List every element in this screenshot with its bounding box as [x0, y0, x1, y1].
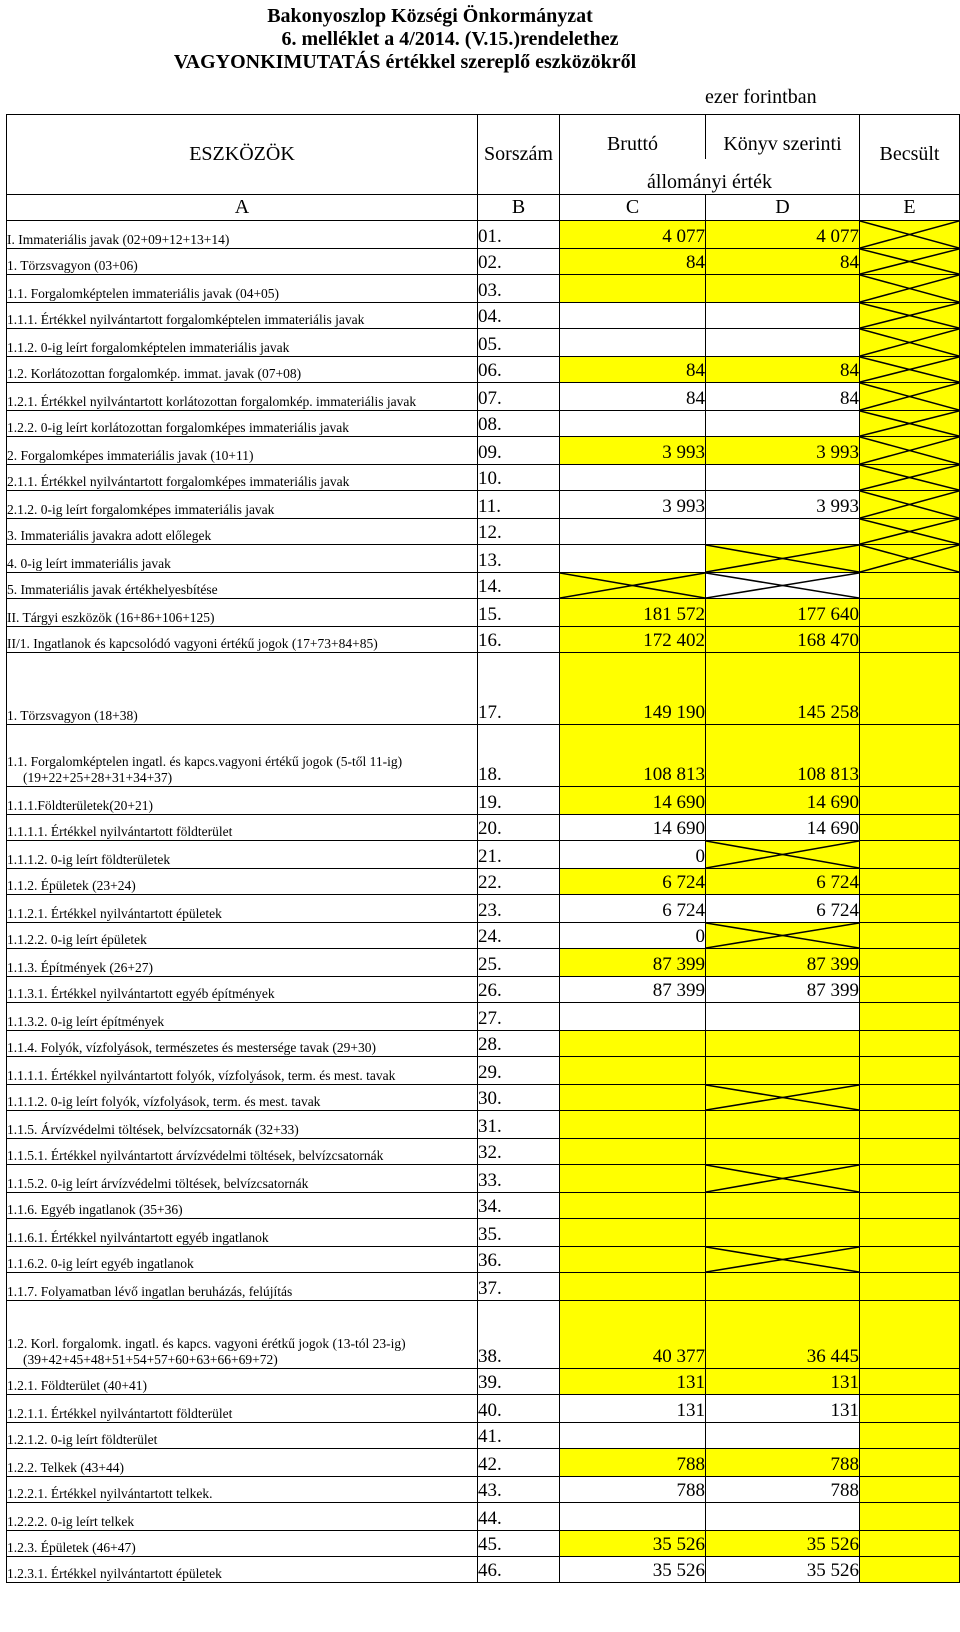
table-row — [7, 1111, 960, 1139]
table-row — [7, 949, 960, 977]
row-name: 1.1.1.1. Értékkel nyilvántartott földterület — [7, 815, 478, 841]
estimated-value-cell — [860, 491, 960, 519]
row-name: 3. Immateriális javakra adott előlegek — [7, 519, 478, 545]
table-row — [7, 303, 960, 329]
estimated-value-cell — [860, 815, 960, 841]
row-number: 20. — [478, 815, 560, 841]
row-name: 1.1.6.2. 0-ig leírt egyéb ingatlanok — [7, 1247, 478, 1273]
book-value-cell: 3 993 — [706, 437, 860, 465]
estimated-value-cell — [860, 1503, 960, 1531]
row-number: 06. — [478, 357, 560, 383]
col-header-allomanyi: állományi érték — [560, 159, 860, 195]
row-number: 24. — [478, 923, 560, 949]
gross-value-cell — [560, 545, 706, 573]
row-name: 1.1.1.1. Értékkel nyilvántartott folyók, vízfolyások, term. és mest. tavak — [7, 1057, 478, 1085]
gross-value-cell — [560, 1085, 706, 1111]
row-name: 1.1.7. Folyamatban lévő ingatlan beruházás, felújítás — [7, 1273, 478, 1301]
estimated-value-cell — [860, 1219, 960, 1247]
table-row — [7, 653, 960, 725]
title-line-3: VAGYONKIMUTATÁS értékkel szereplő eszközökről — [173, 51, 637, 73]
estimated-value-cell — [860, 383, 960, 411]
book-value-cell: 35 526 — [706, 1557, 860, 1583]
table-row — [7, 329, 960, 357]
gross-value-cell: 149 190 — [560, 653, 706, 725]
gross-value-cell: 131 — [560, 1395, 706, 1423]
row-name: 1. Törzsvagyon (18+38) — [7, 653, 478, 725]
book-value-cell — [706, 923, 860, 949]
row-name: 4. 0-ig leírt immateriális javak — [7, 545, 478, 573]
gross-value-cell — [560, 303, 706, 329]
table-row — [7, 357, 960, 383]
row-number: 17. — [478, 653, 560, 725]
row-number: 39. — [478, 1369, 560, 1395]
estimated-value-cell — [860, 1247, 960, 1273]
estimated-value-cell — [860, 519, 960, 545]
row-number: 02. — [478, 249, 560, 275]
table-row — [7, 275, 960, 303]
gross-value-cell: 108 813 — [560, 725, 706, 787]
table-row — [7, 1139, 960, 1165]
estimated-value-cell — [860, 1193, 960, 1219]
row-name: 1.2.2.1. Értékkel nyilvántartott telkek. — [7, 1477, 478, 1503]
table-row — [7, 249, 960, 275]
book-value-cell — [706, 1139, 860, 1165]
row-number: 34. — [478, 1193, 560, 1219]
estimated-value-cell — [860, 1301, 960, 1369]
row-number: 28. — [478, 1031, 560, 1057]
book-value-cell: 6 724 — [706, 869, 860, 895]
row-number: 16. — [478, 627, 560, 653]
row-number: 10. — [478, 465, 560, 491]
estimated-value-cell — [860, 329, 960, 357]
table-row — [7, 519, 960, 545]
row-number: 42. — [478, 1449, 560, 1477]
table-row — [7, 411, 960, 437]
book-value-cell — [706, 329, 860, 357]
estimated-value-cell — [860, 599, 960, 627]
gross-value-cell: 84 — [560, 249, 706, 275]
estimated-value-cell — [860, 1557, 960, 1583]
table-row — [7, 1031, 960, 1057]
book-value-cell — [706, 1003, 860, 1031]
estimated-value-cell — [860, 221, 960, 249]
book-value-cell: 3 993 — [706, 491, 860, 519]
row-number: 44. — [478, 1503, 560, 1531]
table-row — [7, 1369, 960, 1395]
row-number: 14. — [478, 573, 560, 599]
table-row — [7, 599, 960, 627]
table-row — [7, 465, 960, 491]
row-name: 1.2.3. Épületek (46+47) — [7, 1531, 478, 1557]
book-value-cell: 84 — [706, 357, 860, 383]
title-line-1: Bakonyoszlop Községi Önkormányzat — [267, 5, 593, 27]
book-value-cell: 84 — [706, 249, 860, 275]
gross-value-cell — [560, 275, 706, 303]
book-value-cell — [706, 1085, 860, 1111]
gross-value-cell — [560, 1165, 706, 1193]
estimated-value-cell — [860, 573, 960, 599]
title-line-2: 6. melléklet a 4/2014. (V.15.)rendelethez — [281, 28, 619, 50]
book-value-cell — [706, 545, 860, 573]
table-row — [7, 627, 960, 653]
document-title — [0, 5, 960, 74]
book-value-cell: 14 690 — [706, 787, 860, 815]
book-value-cell: 788 — [706, 1449, 860, 1477]
table-row — [7, 437, 960, 465]
book-value-cell: 35 526 — [706, 1531, 860, 1557]
table-row — [7, 1477, 960, 1503]
row-number: 37. — [478, 1273, 560, 1301]
row-name: 1.1.2. 0-ig leírt forgalomképtelen immateriális javak — [7, 329, 478, 357]
row-name-line-2: (39+42+45+48+51+54+57+60+63+66+69+72) — [23, 1352, 278, 1367]
book-value-cell: 108 813 — [706, 725, 860, 787]
row-number: 33. — [478, 1165, 560, 1193]
row-name: 2. Forgalomképes immateriális javak (10+11) — [7, 437, 478, 465]
row-name: I. Immateriális javak (02+09+12+13+14) — [7, 221, 478, 249]
row-name: 1.1.3.2. 0-ig leírt építmények — [7, 1003, 478, 1031]
row-number: 23. — [478, 895, 560, 923]
row-number: 11. — [478, 491, 560, 519]
estimated-value-cell — [860, 465, 960, 491]
row-name: 1.1.3. Építmények (26+27) — [7, 949, 478, 977]
book-value-cell: 6 724 — [706, 895, 860, 923]
estimated-value-cell — [860, 411, 960, 437]
gross-value-cell: 87 399 — [560, 977, 706, 1003]
row-name: 1.1.1.2. 0-ig leírt folyók, vízfolyások, term. és mest. tavak — [7, 1085, 478, 1111]
table-row — [7, 1057, 960, 1085]
book-value-cell: 788 — [706, 1477, 860, 1503]
col-letter-d: D — [706, 195, 860, 221]
table-row — [7, 1449, 960, 1477]
row-number: 46. — [478, 1557, 560, 1583]
book-value-cell — [706, 1219, 860, 1247]
row-name: 1.1.5.2. 0-ig leírt árvízvédelmi töltések, belvízcsatornák — [7, 1165, 478, 1193]
row-number: 35. — [478, 1219, 560, 1247]
estimated-value-cell — [860, 357, 960, 383]
row-number: 29. — [478, 1057, 560, 1085]
estimated-value-cell — [860, 1057, 960, 1085]
book-value-cell: 168 470 — [706, 627, 860, 653]
gross-value-cell: 181 572 — [560, 599, 706, 627]
row-number: 15. — [478, 599, 560, 627]
gross-value-cell: 84 — [560, 357, 706, 383]
table-row — [7, 895, 960, 923]
row-name: 2.1.2. 0-ig leírt forgalomképes immateriális javak — [7, 491, 478, 519]
gross-value-cell: 0 — [560, 923, 706, 949]
col-header-sorszam: Sorszám — [478, 115, 560, 195]
gross-value-cell: 3 993 — [560, 437, 706, 465]
gross-value-cell — [560, 1273, 706, 1301]
row-name: 1.1.1.Földterületek(20+21) — [7, 787, 478, 815]
table-row — [7, 573, 960, 599]
book-value-cell — [706, 1247, 860, 1273]
row-name — [7, 1301, 478, 1369]
row-name: 1.2.3.1. Értékkel nyilvántartott épületek — [7, 1557, 478, 1583]
gross-value-cell: 14 690 — [560, 787, 706, 815]
table-row — [7, 1301, 960, 1369]
gross-value-cell: 35 526 — [560, 1531, 706, 1557]
book-value-cell: 87 399 — [706, 949, 860, 977]
estimated-value-cell — [860, 275, 960, 303]
row-name: 1. Törzsvagyon (03+06) — [7, 249, 478, 275]
row-number: 45. — [478, 1531, 560, 1557]
gross-value-cell: 3 993 — [560, 491, 706, 519]
book-value-cell — [706, 573, 860, 599]
row-name: 1.2.2. Telkek (43+44) — [7, 1449, 478, 1477]
row-name: 1.1.2. Épületek (23+24) — [7, 869, 478, 895]
row-name: 1.2.2. 0-ig leírt korlátozottan forgalomképes immateriális javak — [7, 411, 478, 437]
table-row — [7, 1085, 960, 1111]
row-name: 1.2.1. Értékkel nyilvántartott korlátozottan forgalomkép. immateriális javak — [7, 383, 478, 411]
gross-value-cell: 35 526 — [560, 1557, 706, 1583]
col-letter-e: E — [860, 195, 960, 221]
row-name-line-1: 1.2. Korl. forgalomk. ingatl. és kapcs. vagyoni érétkű jogok (13-tól 23-ig) — [7, 1336, 406, 1351]
row-name: 1.1.6.1. Értékkel nyilvántartott egyéb ingatlanok — [7, 1219, 478, 1247]
asset-table — [6, 114, 960, 1583]
estimated-value-cell — [860, 249, 960, 275]
table-row — [7, 491, 960, 519]
table-row — [7, 1193, 960, 1219]
table-row — [7, 1003, 960, 1031]
gross-value-cell: 788 — [560, 1477, 706, 1503]
estimated-value-cell — [860, 545, 960, 573]
estimated-value-cell — [860, 1531, 960, 1557]
estimated-value-cell — [860, 1139, 960, 1165]
book-value-cell: 84 — [706, 383, 860, 411]
book-value-cell: 36 445 — [706, 1301, 860, 1369]
table-row — [7, 545, 960, 573]
estimated-value-cell — [860, 437, 960, 465]
gross-value-cell — [560, 1031, 706, 1057]
col-header-becsult: Becsült — [860, 115, 960, 195]
book-value-cell — [706, 1165, 860, 1193]
row-number: 38. — [478, 1301, 560, 1369]
column-letters-row — [7, 195, 960, 221]
row-number: 19. — [478, 787, 560, 815]
gross-value-cell — [560, 465, 706, 491]
row-number: 32. — [478, 1139, 560, 1165]
estimated-value-cell — [860, 949, 960, 977]
table-row — [7, 977, 960, 1003]
estimated-value-cell — [860, 1031, 960, 1057]
book-value-cell: 131 — [706, 1369, 860, 1395]
gross-value-cell: 84 — [560, 383, 706, 411]
table-row — [7, 1165, 960, 1193]
row-number: 26. — [478, 977, 560, 1003]
row-name: 1.2.1.2. 0-ig leírt földterület — [7, 1423, 478, 1449]
row-number: 18. — [478, 725, 560, 787]
book-value-cell: 87 399 — [706, 977, 860, 1003]
estimated-value-cell — [860, 923, 960, 949]
row-name: 1.2. Korlátozottan forgalomkép. immat. javak (07+08) — [7, 357, 478, 383]
book-value-cell — [706, 303, 860, 329]
table-row — [7, 1395, 960, 1423]
book-value-cell: 131 — [706, 1395, 860, 1423]
col-letter-c: C — [560, 195, 706, 221]
col-header-eszkozok: ESZKÖZÖK — [7, 115, 478, 195]
book-value-cell: 145 258 — [706, 653, 860, 725]
table-row — [7, 1423, 960, 1449]
estimated-value-cell — [860, 725, 960, 787]
row-number: 40. — [478, 1395, 560, 1423]
book-value-cell — [706, 1503, 860, 1531]
table-row — [7, 1531, 960, 1557]
row-name: 1.1.2.2. 0-ig leírt épületek — [7, 923, 478, 949]
table-row — [7, 221, 960, 249]
book-value-cell — [706, 841, 860, 869]
row-number: 07. — [478, 383, 560, 411]
row-name: 5. Immateriális javak értékhelyesbítése — [7, 573, 478, 599]
row-number: 12. — [478, 519, 560, 545]
row-name: 1.2.1.1. Értékkel nyilvántartott földterület — [7, 1395, 478, 1423]
estimated-value-cell — [860, 1477, 960, 1503]
table-row — [7, 1273, 960, 1301]
row-name: 1.1.4. Folyók, vízfolyások, természetes és mestersége tavak (29+30) — [7, 1031, 478, 1057]
book-value-cell — [706, 1423, 860, 1449]
row-name: 1.1.3.1. Értékkel nyilvántartott egyéb építmények — [7, 977, 478, 1003]
row-number: 41. — [478, 1423, 560, 1449]
estimated-value-cell — [860, 895, 960, 923]
table-row — [7, 1247, 960, 1273]
row-name: II. Tárgyi eszközök (16+86+106+125) — [7, 599, 478, 627]
gross-value-cell: 87 399 — [560, 949, 706, 977]
row-name: 1.1.1. Értékkel nyilvántartott forgalomképtelen immateriális javak — [7, 303, 478, 329]
book-value-cell — [706, 1193, 860, 1219]
row-number: 31. — [478, 1111, 560, 1139]
table-row — [7, 725, 960, 787]
book-value-cell — [706, 275, 860, 303]
row-name: 1.2.1. Földterület (40+41) — [7, 1369, 478, 1395]
book-value-cell: 14 690 — [706, 815, 860, 841]
row-number: 36. — [478, 1247, 560, 1273]
row-number: 30. — [478, 1085, 560, 1111]
row-number: 13. — [478, 545, 560, 573]
estimated-value-cell — [860, 1449, 960, 1477]
col-letter-a: A — [7, 195, 478, 221]
estimated-value-cell — [860, 977, 960, 1003]
estimated-value-cell — [860, 1395, 960, 1423]
estimated-value-cell — [860, 1423, 960, 1449]
row-number: 08. — [478, 411, 560, 437]
gross-value-cell: 4 077 — [560, 221, 706, 249]
row-number: 09. — [478, 437, 560, 465]
col-header-konyv: Könyv szerinti — [706, 115, 860, 159]
gross-value-cell: 14 690 — [560, 815, 706, 841]
book-value-cell — [706, 411, 860, 437]
estimated-value-cell — [860, 1273, 960, 1301]
book-value-cell — [706, 1057, 860, 1085]
row-number: 03. — [478, 275, 560, 303]
col-header-brutto: Bruttó — [560, 115, 706, 159]
gross-value-cell: 0 — [560, 841, 706, 869]
col-letter-b: B — [478, 195, 560, 221]
gross-value-cell — [560, 411, 706, 437]
row-name: 1.2.2.2. 0-ig leírt telkek — [7, 1503, 478, 1531]
unit-label: ezer forintban — [705, 86, 817, 108]
estimated-value-cell — [860, 627, 960, 653]
gross-value-cell — [560, 1219, 706, 1247]
estimated-value-cell — [860, 841, 960, 869]
row-number: 21. — [478, 841, 560, 869]
row-number: 43. — [478, 1477, 560, 1503]
row-number: 22. — [478, 869, 560, 895]
row-number: 01. — [478, 221, 560, 249]
gross-value-cell — [560, 1003, 706, 1031]
row-name: 1.1. Forgalomképtelen immateriális javak (04+05) — [7, 275, 478, 303]
book-value-cell: 177 640 — [706, 599, 860, 627]
gross-value-cell — [560, 1111, 706, 1139]
book-value-cell — [706, 519, 860, 545]
estimated-value-cell — [860, 1111, 960, 1139]
book-value-cell — [706, 465, 860, 491]
book-value-cell: 4 077 — [706, 221, 860, 249]
book-value-cell — [706, 1031, 860, 1057]
row-number: 27. — [478, 1003, 560, 1031]
table-row — [7, 1557, 960, 1583]
gross-value-cell — [560, 573, 706, 599]
gross-value-cell: 6 724 — [560, 895, 706, 923]
row-name-line-1: 1.1. Forgalomképtelen ingatl. és kapcs.vagyoni értékű jogok (5-től 11-ig) — [7, 754, 403, 769]
table-row — [7, 383, 960, 411]
gross-value-cell — [560, 1503, 706, 1531]
book-value-cell — [706, 1111, 860, 1139]
table-row — [7, 1219, 960, 1247]
table-row — [7, 1503, 960, 1531]
row-name: 1.1.5. Árvízvédelmi töltések, belvízcsatornák (32+33) — [7, 1111, 478, 1139]
row-name: 2.1.1. Értékkel nyilvántartott forgalomképes immateriális javak — [7, 465, 478, 491]
table-row — [7, 923, 960, 949]
estimated-value-cell — [860, 1003, 960, 1031]
book-value-cell — [706, 1273, 860, 1301]
estimated-value-cell — [860, 869, 960, 895]
gross-value-cell — [560, 1247, 706, 1273]
gross-value-cell — [560, 329, 706, 357]
gross-value-cell: 6 724 — [560, 869, 706, 895]
gross-value-cell: 40 377 — [560, 1301, 706, 1369]
row-name: 1.1.6. Egyéb ingatlanok (35+36) — [7, 1193, 478, 1219]
gross-value-cell — [560, 1423, 706, 1449]
row-number: 04. — [478, 303, 560, 329]
gross-value-cell: 172 402 — [560, 627, 706, 653]
row-name: 1.1.2.1. Értékkel nyilvántartott épületek — [7, 895, 478, 923]
estimated-value-cell — [860, 787, 960, 815]
table-row — [7, 787, 960, 815]
gross-value-cell — [560, 1193, 706, 1219]
gross-value-cell — [560, 1057, 706, 1085]
gross-value-cell: 788 — [560, 1449, 706, 1477]
row-number: 05. — [478, 329, 560, 357]
row-number: 25. — [478, 949, 560, 977]
row-name: 1.1.1.2. 0-ig leírt földterületek — [7, 841, 478, 869]
table-row — [7, 815, 960, 841]
table-row — [7, 869, 960, 895]
estimated-value-cell — [860, 303, 960, 329]
estimated-value-cell — [860, 653, 960, 725]
row-name: 1.1.5.1. Értékkel nyilvántartott árvízvédelmi töltések, belvízcsatornák — [7, 1139, 478, 1165]
table-row — [7, 841, 960, 869]
gross-value-cell — [560, 1139, 706, 1165]
estimated-value-cell — [860, 1165, 960, 1193]
row-name — [7, 725, 478, 787]
row-name: II/1. Ingatlanok és kapcsolódó vagyoni értékű jogok (17+73+84+85) — [7, 627, 478, 653]
row-name-line-2: (19+22+25+28+31+34+37) — [23, 770, 173, 785]
estimated-value-cell — [860, 1369, 960, 1395]
gross-value-cell — [560, 519, 706, 545]
gross-value-cell: 131 — [560, 1369, 706, 1395]
estimated-value-cell — [860, 1085, 960, 1111]
